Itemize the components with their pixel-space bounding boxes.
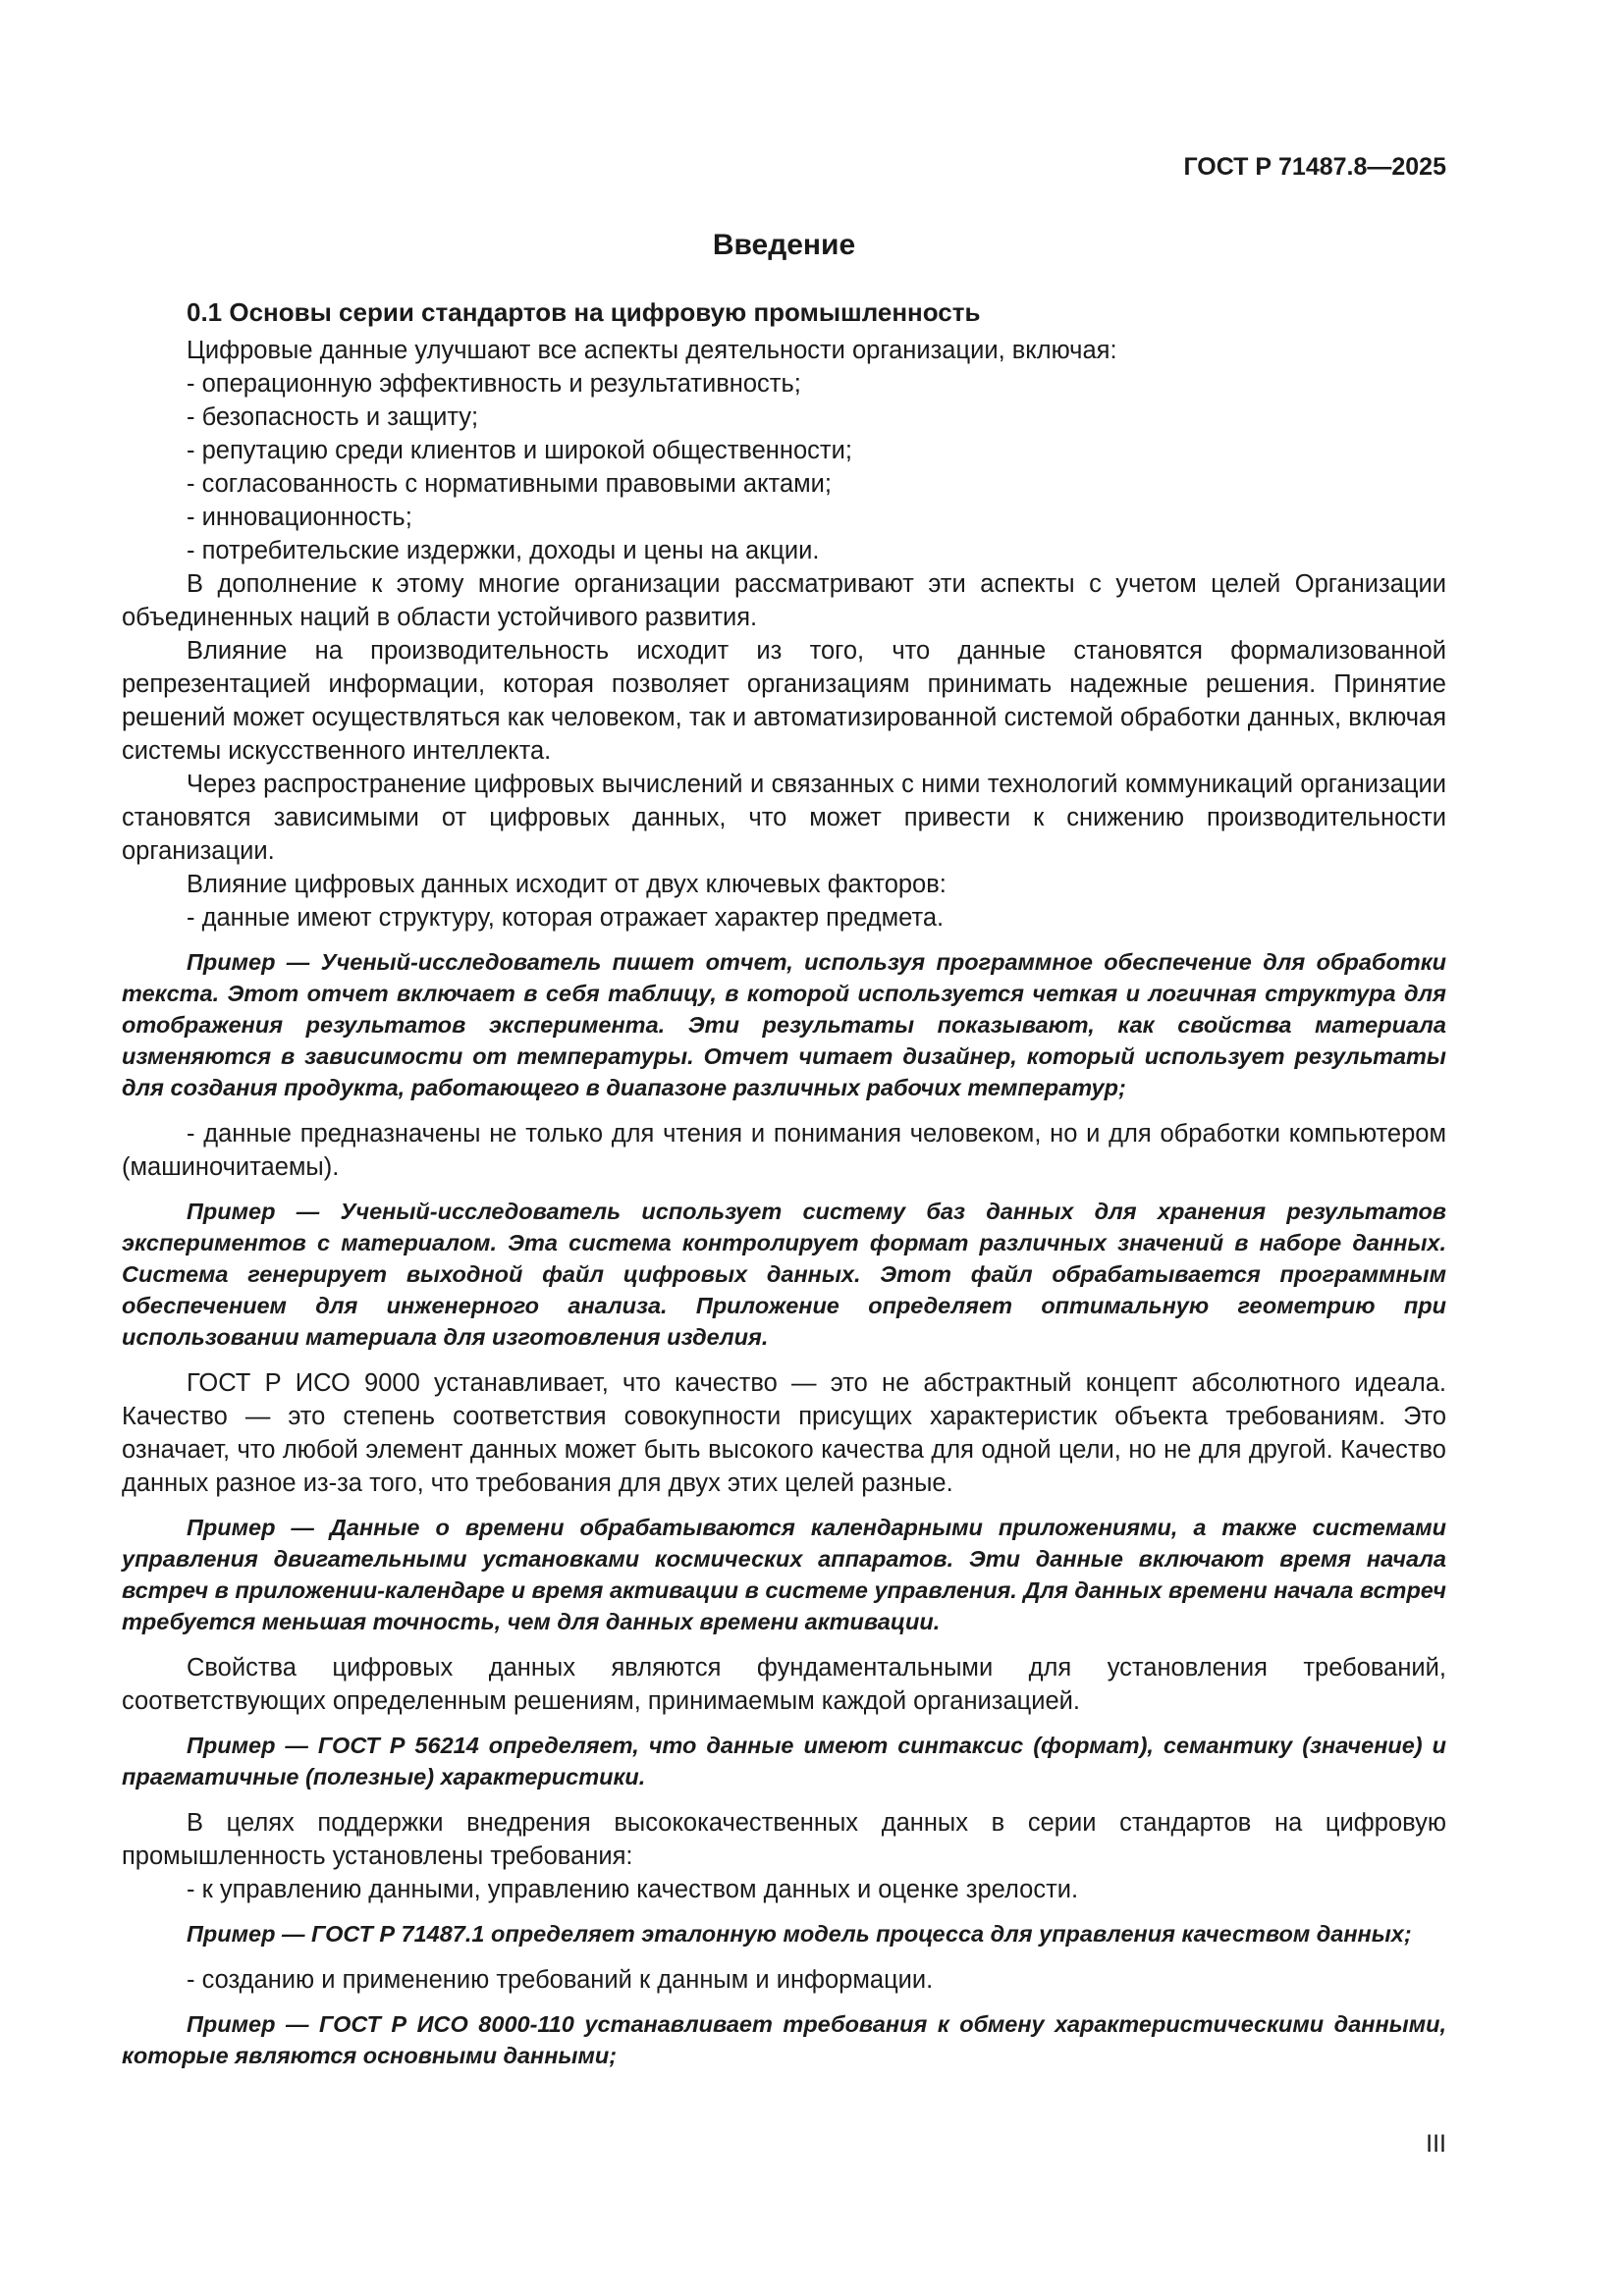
example-paragraph: Пример — Данные о времени обрабатываются календарными приложениями, а также системами управления двигательными установками космических аппаратов. Эти данные включают время начала встреч в приложении-календаре и время активации в системе управления. Для данных времени начала встреч требуется меньшая точность, чем для данных времени активации. <box>122 1515 1446 1634</box>
list-item: - данные имеют структуру, которая отражает характер предмета. <box>187 904 945 932</box>
list-item: - созданию и применению требований к данным и информации. <box>187 1966 934 1994</box>
intro-paragraph: Цифровые данные улучшают все аспекты деятельности организации, включая: <box>187 337 1117 364</box>
paragraph: Свойства цифровых данных являются фундаментальными для установления требований, соответствующих определенным решениям, принимаемым каждой организацией. <box>122 1654 1446 1715</box>
list-item: - данные предназначены не только для чтения и понимания человеком, но и для обработки компьютером (машиночитаемы). <box>122 1120 1446 1181</box>
paragraph: В дополнение к этому многие организации рассматривают эти аспекты с учетом целей Организации объединенных наций в области устойчивого развития. <box>122 570 1446 631</box>
document-code: ГОСТ Р 71487.8—2025 <box>1183 153 1446 181</box>
example-paragraph: Пример — ГОСТ Р ИСО 8000-110 устанавливает требования к обмену характеристическими данными, которые являются основными данными; <box>122 2011 1446 2068</box>
page-number: III <box>1426 2130 1446 2158</box>
section-heading: 0.1 Основы серии стандартов на цифровую промышленность <box>187 297 981 327</box>
example-paragraph: Пример — Ученый-исследователь пишет отчет, используя программное обеспечение для обработки текста. Этот отчет включает в себя таблицу, в которой используется четкая и логичная структура для отображения результатов эксперимента. Эти результаты показывают, как свойства материала изменяются в зависимости от температуры. Отчет читает дизайнер, который использует результаты для создания продукта, работающего в диапазоне различных рабочих температур; <box>122 949 1446 1100</box>
paragraph: Влияние на производительность исходит из того, что данные становятся формализованной репрезентацией информации, которая позволяет организациям принимать надежные решения. Принятие решений может осуществляться как человеком, так и автоматизированной системой обработки данных, включая системы искусственного интеллекта. <box>122 637 1446 765</box>
paragraph: Через распространение цифровых вычислений и связанных с ними технологий коммуникаций организации становятся зависимыми от цифровых данных, что может привести к снижению производительности организации. <box>122 771 1446 865</box>
example-paragraph: Пример — Ученый-исследователь использует систему баз данных для хранения результатов экспериментов с материалом. Эта система контролирует формат различных значений в наборе данных. Система генерирует выходной файл цифровых данных. Этот файл обрабатывается программным обеспечением для инженерного анализа. Приложение определяет оптимальную геометрию при использовании материала для изготовления изделия. <box>122 1199 1446 1350</box>
document-body <box>122 224 1446 2085</box>
list-item: - потребительские издержки, доходы и цены на акции. <box>187 537 820 564</box>
list-item: - операционную эффективность и результативность; <box>187 370 801 398</box>
example-paragraph: Пример — ГОСТ Р 71487.1 определяет эталонную модель процесса для управления качеством данных; <box>187 1921 1412 1947</box>
list-item: - к управлению данными, управлению качеством данных и оценке зрелости. <box>187 1876 1079 1903</box>
example-paragraph: Пример — ГОСТ Р 56214 определяет, что данные имеют синтаксис (формат), семантику (значение) и прагматичные (полезные) характеристики. <box>122 1733 1446 1789</box>
paragraph: Влияние цифровых данных исходит от двух ключевых факторов: <box>187 871 947 898</box>
list-item: - безопасность и защиту; <box>187 403 479 431</box>
paragraph: ГОСТ Р ИСО 9000 устанавливает, что качество — это не абстрактный концепт абсолютного идеала. Качество — это степень соответствия совокупности присущих характеристик объекта требованиям. Это означает, что любой элемент данных может быть высокого качества для одной цели, но не для другой. Качество данных разное из-за того, что требования для двух этих целей разные. <box>122 1369 1446 1497</box>
paragraph: В целях поддержки внедрения высококачественных данных в серии стандартов на цифровую промышленность установлены требования: <box>122 1809 1446 1870</box>
list-item: - репутацию среди клиентов и широкой общественности; <box>187 437 852 464</box>
list-item: - инновационность; <box>187 504 412 531</box>
list-item: - согласованность с нормативными правовыми актами; <box>187 470 832 498</box>
page-title: Введение <box>712 229 856 261</box>
